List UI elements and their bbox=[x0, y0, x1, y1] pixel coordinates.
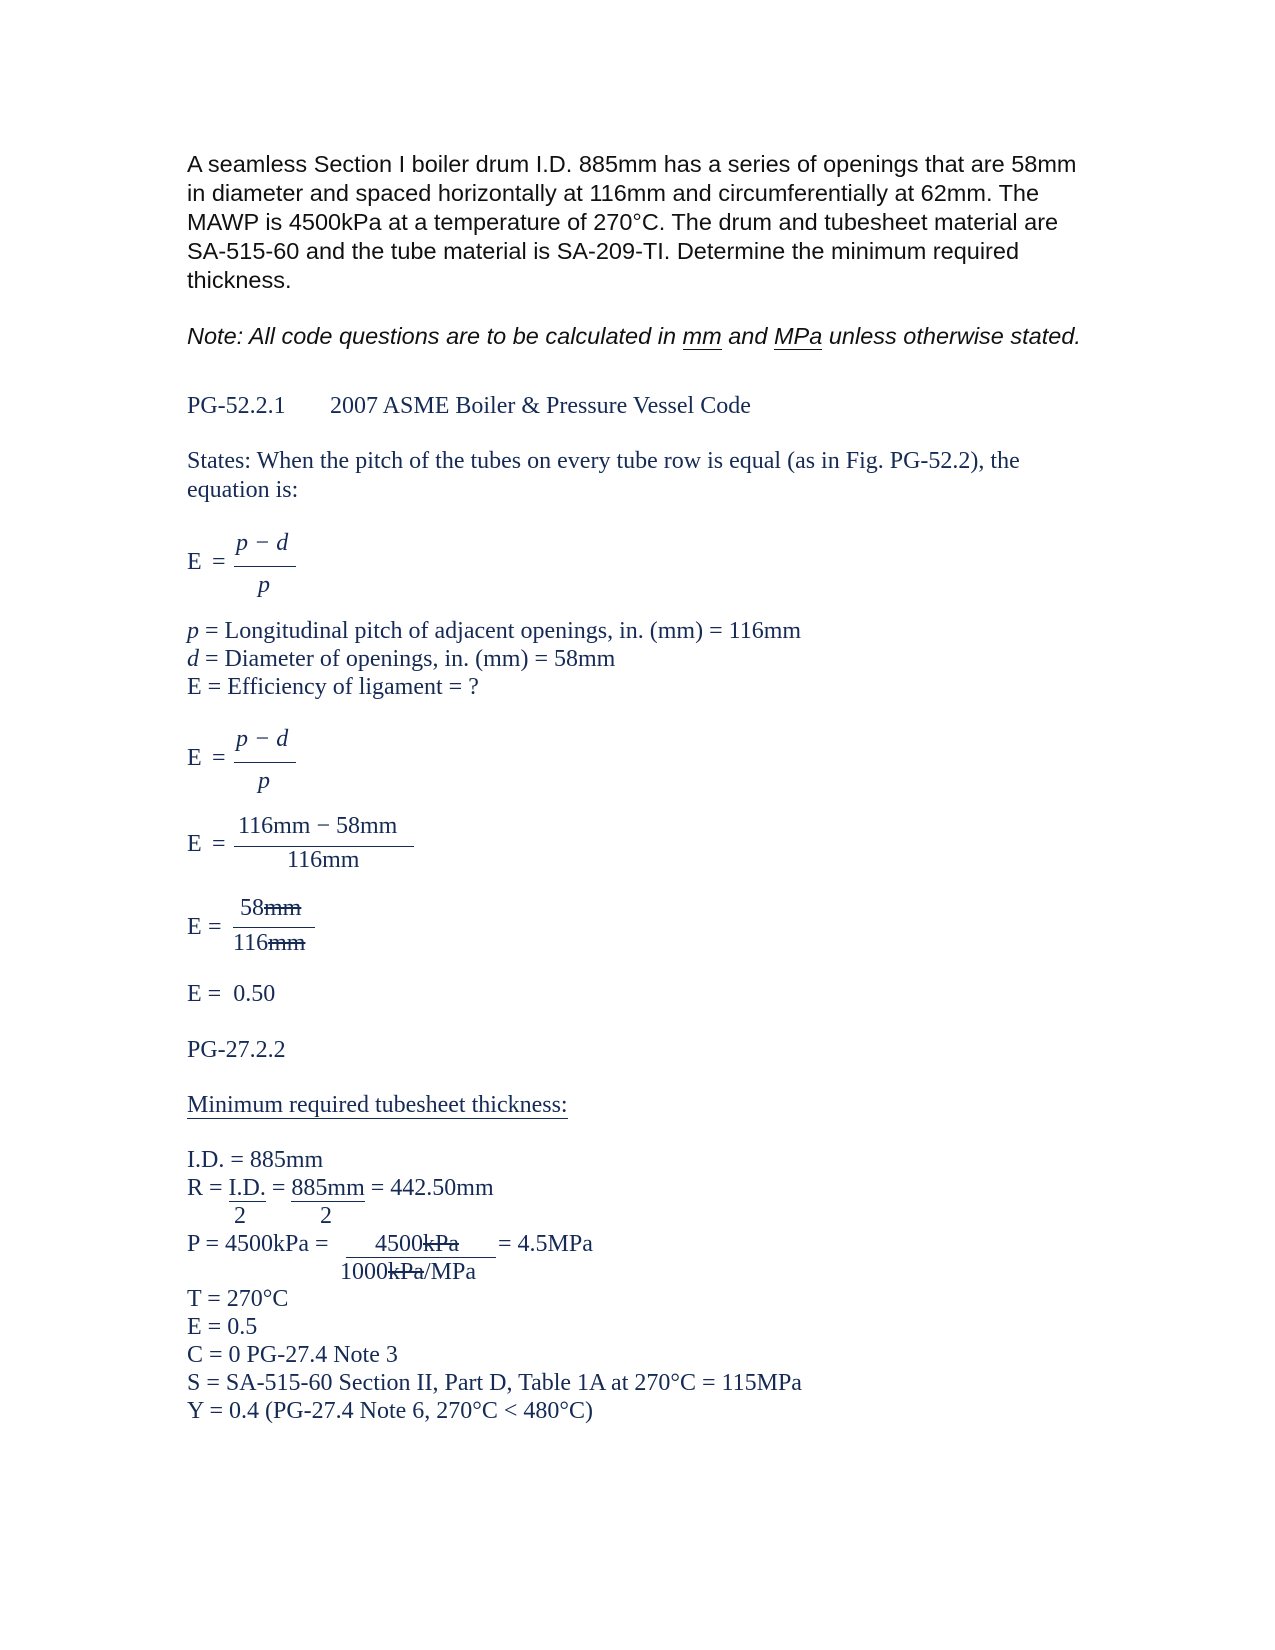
formula-lhs: E bbox=[187, 549, 202, 575]
calc-r-id: I.D. bbox=[228, 1175, 266, 1201]
code-reference-pg-52: PG-52.2.1 bbox=[187, 393, 286, 419]
def-d-text: = Diameter of openings, in. (mm) = 58mm bbox=[199, 646, 616, 672]
calc-r-prefix: R = bbox=[187, 1175, 229, 1201]
note-mm: mm bbox=[682, 323, 722, 349]
calc-p-num-unit: kPa bbox=[423, 1231, 459, 1257]
step3-num-unit: mm bbox=[264, 895, 302, 921]
definition-e: E = Efficiency of ligament = ? bbox=[187, 674, 479, 700]
calc-p-num-value: 4500 bbox=[375, 1231, 423, 1257]
code-title: 2007 ASME Boiler & Pressure Vessel Code bbox=[330, 393, 751, 419]
calc-temperature: T = 270°C bbox=[187, 1286, 289, 1312]
calc-corrosion: C = 0 PG-27.4 Note 3 bbox=[187, 1342, 398, 1368]
calc-r-eq: = bbox=[265, 1175, 292, 1201]
calc-r-divisor-b: 2 bbox=[320, 1203, 332, 1229]
step3-numerator bbox=[240, 894, 301, 923]
states-paragraph: States: When the pitch of the tubes on every tube row is equal (as in Fig. PG-52.2), the equation is: bbox=[187, 448, 1020, 503]
def-p-symbol: p bbox=[187, 618, 199, 644]
step3-den-unit: mm bbox=[268, 930, 306, 956]
problem-statement: A seamless Section I boiler drum I.D. 885mm has a series of openings that are 58mm in diameter and spaced horizontally at 116mm and circumferentially at 62mm. The MAWP is 4500kPa at a temperature of 270°C. The drum and tubesheet material are SA-515-60 and the tube material is SA-209-TI. Determine the minimum required thickness. bbox=[187, 151, 1077, 293]
calc-pressure-result: = 4.5MPa bbox=[498, 1231, 593, 1257]
note-mpa: MPa bbox=[773, 323, 823, 349]
step2-numerator: 116mm − 58mm bbox=[238, 813, 398, 839]
calc-id: I.D. = 885mm bbox=[187, 1147, 324, 1173]
step3-denominator bbox=[233, 929, 305, 958]
step2-equals: = bbox=[212, 831, 226, 857]
formula2-equals: = bbox=[212, 745, 226, 771]
step3-equals: = bbox=[208, 914, 222, 940]
code-reference-pg-27: PG-27.2.2 bbox=[187, 1037, 286, 1063]
calc-pressure-prefix: P = 4500kPa = bbox=[187, 1231, 335, 1257]
min-thickness-heading-text: Minimum required tubesheet thickness: bbox=[187, 1092, 568, 1118]
efficiency-result: E = 0.50 bbox=[187, 981, 276, 1007]
step3-lhs: E bbox=[187, 914, 202, 940]
calc-stress: S = SA-515-60 Section II, Part D, Table 1A at 270°C = 115MPa bbox=[187, 1370, 802, 1396]
note-mid: and bbox=[721, 323, 774, 349]
formula-fraction-bar bbox=[234, 566, 296, 567]
note-post: unless otherwise stated. bbox=[822, 323, 1081, 349]
calc-radius bbox=[187, 1174, 494, 1203]
def-d-symbol: d bbox=[187, 646, 199, 672]
definition-d bbox=[187, 645, 615, 674]
step3-fraction-bar bbox=[233, 927, 315, 928]
formula2-fraction-bar bbox=[234, 762, 296, 763]
formula2-lhs: E bbox=[187, 745, 202, 771]
def-p-text: = Longitudinal pitch of adjacent openings, in. (mm) = 116mm bbox=[199, 618, 802, 644]
step2-denominator: 116mm bbox=[287, 847, 360, 873]
definition-p bbox=[187, 617, 801, 646]
calc-r-result: = 442.50mm bbox=[364, 1175, 494, 1201]
min-thickness-heading bbox=[187, 1091, 568, 1120]
step3-num-value: 58 bbox=[240, 895, 264, 921]
calc-r-divisor-a: 2 bbox=[234, 1203, 246, 1229]
calc-efficiency: E = 0.5 bbox=[187, 1314, 258, 1340]
units-note bbox=[187, 322, 1087, 351]
calc-p-den-b: /MPa bbox=[424, 1259, 477, 1285]
note-pre: Note: All code questions are to be calculated in bbox=[187, 323, 683, 349]
formula-denominator: p bbox=[258, 572, 270, 598]
formula2-numerator: p − d bbox=[236, 726, 289, 752]
calc-p-den-a: 1000 bbox=[340, 1259, 388, 1285]
calc-p-den-unit: kPa bbox=[388, 1259, 424, 1285]
calc-pressure-numerator bbox=[375, 1230, 459, 1259]
calc-y-coefficient: Y = 0.4 (PG-27.4 Note 6, 270°C < 480°C) bbox=[187, 1398, 594, 1424]
calc-pressure-denominator bbox=[340, 1258, 476, 1287]
formula-equals: = bbox=[212, 549, 226, 575]
step3-den-value: 116 bbox=[233, 930, 269, 956]
calc-r-885: 885mm bbox=[291, 1175, 365, 1201]
formula-numerator: p − d bbox=[236, 530, 289, 556]
formula2-denominator: p bbox=[258, 768, 270, 794]
step2-lhs: E bbox=[187, 831, 202, 857]
